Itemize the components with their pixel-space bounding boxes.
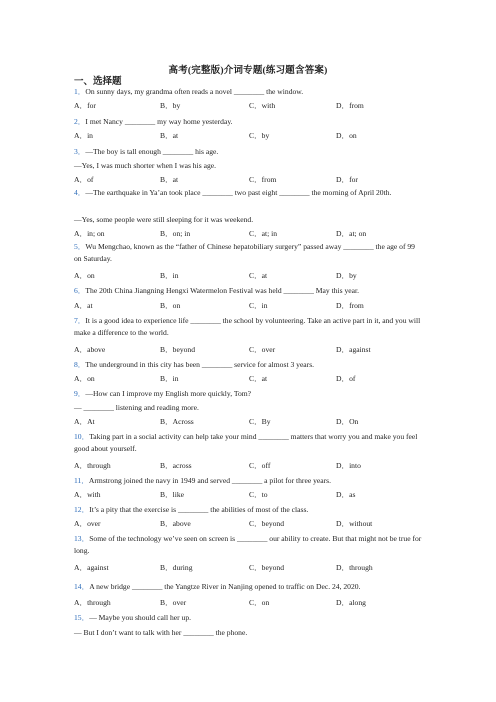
answer-option-b: B．like	[160, 490, 185, 499]
answer-option-d: D．at; on	[336, 229, 367, 238]
answer-option-d: D．through	[336, 563, 373, 572]
question-number: 3．	[74, 147, 86, 156]
answer-option-a: A．against	[74, 563, 109, 572]
answer-option-d: D．of	[336, 374, 356, 383]
answer-options	[74, 518, 424, 529]
answer-option-c: C．from	[249, 175, 277, 184]
answer-option-c: C．at	[249, 271, 268, 280]
question-number: 13．	[74, 534, 90, 543]
page-title: 高考(完整版)介词专题(练习题含答案)	[168, 66, 328, 76]
answer-options	[74, 460, 424, 471]
question-number: 7．	[74, 316, 86, 325]
answer-option-c: C．at; in	[249, 229, 278, 238]
answer-options	[74, 597, 424, 608]
question-text: Some of the technology we’ve seen on screen is ________ our ability to create. But that might not be true for long.	[74, 534, 422, 555]
answer-option-b: B．by	[160, 101, 181, 110]
answer-option-b: B．at	[160, 175, 179, 184]
question-number: 12．	[74, 505, 90, 514]
answer-option-d: D．against	[336, 345, 371, 354]
answer-option-a: A．on	[74, 271, 95, 280]
answer-option-c: C．in	[249, 301, 268, 310]
answer-option-d: D．from	[336, 301, 364, 310]
answer-option-b: B．in	[160, 374, 179, 383]
answer-options	[74, 416, 424, 427]
answer-option-b: B．on	[160, 301, 181, 310]
answer-option-d: D．on	[336, 131, 357, 140]
section-heading: 一、选择题	[74, 77, 122, 87]
answer-option-d: D．for	[336, 175, 358, 184]
answer-option-b: B．during	[160, 563, 193, 572]
answer-option-a: A．over	[74, 519, 101, 528]
answer-options	[74, 562, 424, 573]
answer-option-b: B．beyond	[160, 345, 196, 354]
question-stem	[74, 146, 424, 158]
answer-option-a: A．through	[74, 598, 111, 607]
answer-option-d: D．by	[336, 271, 357, 280]
question-text: Taking part in a social activity can help take your mind ________ matters that worry you and make you feel good about yourself.	[74, 432, 418, 453]
question-stem	[74, 86, 424, 98]
answer-options	[74, 489, 424, 500]
answer-option-d: D．along	[336, 598, 366, 607]
question-text: It’s a pity that the exercise is ________ the abilities of most of the class.	[89, 505, 309, 514]
question-number: 15．	[74, 613, 90, 622]
answer-option-d: D．from	[336, 101, 364, 110]
question-text: It is a good idea to experience life ________ the school by volunteering. Take an active part in it, and you will make a difference to the world.	[74, 316, 421, 337]
answer-option-b: B．above	[160, 519, 191, 528]
question-stem	[74, 612, 424, 624]
question-number: 9．	[74, 389, 86, 398]
answer-option-d: D．without	[336, 519, 373, 528]
answer-option-b: B．Across	[160, 417, 194, 426]
question-text: A new bridge ________ the Yangtze River in Nanjing opened to traffic on Dec. 24, 2020.	[89, 582, 361, 591]
answer-options	[74, 174, 424, 185]
answer-option-a: A．of	[74, 175, 94, 184]
question-text: The underground in this city has been ________ service for almost 3 years.	[85, 360, 315, 369]
answer-option-c: C．by	[249, 131, 270, 140]
answer-options	[74, 228, 424, 239]
answer-options	[74, 130, 424, 141]
question-number: 1．	[74, 87, 86, 96]
answer-option-a: A．with	[74, 490, 101, 499]
question-number: 14．	[74, 582, 90, 591]
answer-option-a: A．At	[74, 417, 95, 426]
question-dialogue-line: — ________ listening and reading more.	[74, 403, 199, 412]
question-number: 6．	[74, 286, 86, 295]
question-stem	[74, 285, 424, 297]
answer-option-d: D．into	[336, 461, 361, 470]
answer-option-c: C．By	[249, 417, 271, 426]
question-text: I met Nancy ________ my way home yesterday.	[85, 117, 233, 126]
question-stem	[74, 533, 424, 556]
question-stem	[74, 241, 424, 264]
question-number: 2．	[74, 117, 86, 126]
answer-option-a: A．in; on	[74, 229, 105, 238]
question-text: The 20th China Jiangning Hengxi Watermelon Festival was held ________ May this year.	[85, 286, 360, 295]
question-text: —How can I improve my English more quickly, Tom?	[85, 389, 252, 398]
answer-options	[74, 373, 424, 384]
answer-option-b: B．in	[160, 271, 179, 280]
question-number: 10．	[74, 432, 90, 441]
answer-option-b: B．over	[160, 598, 187, 607]
question-text: Wu Mengchao, known as the “father of Chinese hepatobiliary surgery” passed away ________ the age of 99 on Saturday.	[74, 242, 415, 263]
answer-option-c: C．with	[249, 101, 276, 110]
answer-option-a: A．in	[74, 131, 93, 140]
question-dialogue-line: — But I don’t want to talk with her ________ the phone.	[74, 628, 248, 637]
answer-option-c: C．at	[249, 374, 268, 383]
question-text: — Maybe you should call her up.	[89, 613, 192, 622]
answer-options	[74, 300, 424, 311]
answer-option-d: D．as	[336, 490, 356, 499]
question-stem	[74, 116, 424, 128]
answer-option-a: A．through	[74, 461, 111, 470]
question-text: Armstrong joined the navy in 1949 and served ________ a pilot for three years.	[88, 476, 332, 485]
answer-option-b: B．at	[160, 131, 179, 140]
question-stem	[74, 187, 424, 199]
question-number: 5．	[74, 242, 86, 251]
question-number: 8．	[74, 360, 86, 369]
answer-option-a: A．on	[74, 374, 95, 383]
question-text: —The boy is tall enough ________ his age.	[85, 147, 219, 156]
answer-option-c: C．beyond	[249, 563, 285, 572]
question-stem	[74, 359, 424, 371]
question-dialogue-line: —Yes, I was much shorter when I was his age.	[74, 161, 217, 170]
question-dialogue-line: —Yes, some people were still sleeping for it was weekend.	[74, 215, 254, 224]
answer-option-d: D．On	[336, 417, 359, 426]
question-stem	[74, 581, 424, 593]
question-stem	[74, 315, 424, 338]
question-stem	[74, 504, 424, 516]
question-stem	[74, 475, 424, 487]
question-number: 11．	[74, 476, 89, 485]
answer-option-c: C．on	[249, 598, 270, 607]
question-text: On sunny days, my grandma often reads a novel ________ the window.	[85, 87, 304, 96]
answer-options	[74, 344, 424, 355]
answer-option-a: A．at	[74, 301, 93, 310]
question-stem	[74, 431, 424, 454]
answer-option-b: B．on; in	[160, 229, 191, 238]
answer-option-c: C．over	[249, 345, 276, 354]
question-stem	[74, 388, 424, 400]
answer-options	[74, 270, 424, 281]
question-number: 4．	[74, 188, 86, 197]
question-text: —The earthquake in Ya’an took place ________ two past eight ________ the morning of April 20th.	[85, 188, 392, 197]
answer-options	[74, 100, 424, 111]
answer-option-c: C．beyond	[249, 519, 285, 528]
answer-option-c: C．off	[249, 461, 271, 470]
answer-option-c: C．to	[249, 490, 268, 499]
answer-option-a: A．for	[74, 101, 96, 110]
answer-option-b: B．across	[160, 461, 192, 470]
answer-option-a: A．above	[74, 345, 106, 354]
